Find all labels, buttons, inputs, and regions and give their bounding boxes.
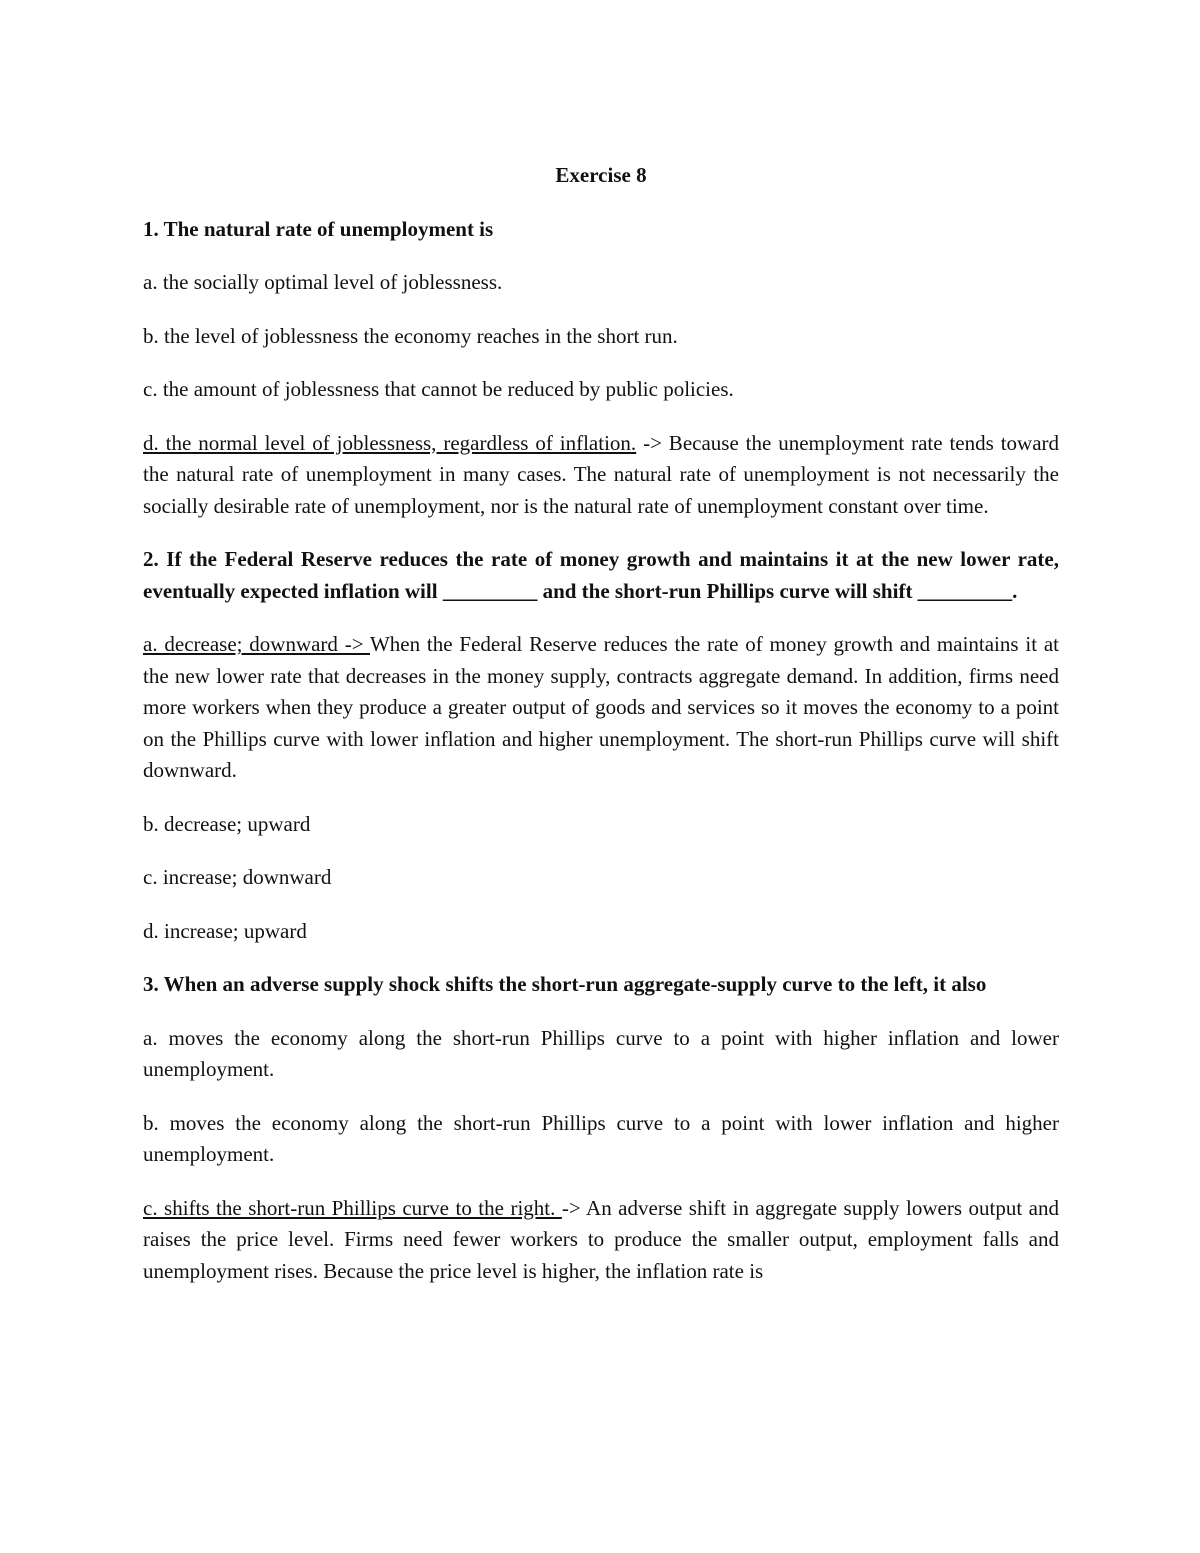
- question-3-option-b: b. moves the economy along the short-run Phillips curve to a point with lower inflation and higher unemployment.: [143, 1110, 1059, 1166]
- question-1-explanation: -> Because the unemployment rate tends toward the natural rate of unemployment in many cases. The natural rate of unemployment is not necessarily the socially desirable rate of unemployment, nor is the natural rate of unemployment constant over time.: [143, 430, 1060, 518]
- question-2-prompt: 2. If the Federal Reserve reduces the rate of money growth and maintains it at the new lower rate, eventually expected inflation will _________ and the short-run Phillips curve will shift _________.: [143, 547, 1059, 603]
- question-3-option-c: [143, 1193, 1059, 1288]
- question-3-explanation: -> An adverse shift in aggregate supply lowers output and raises the price level. Firms need fewer workers to produce the smaller output, employment falls and unemployment rises. Because the price level is higher, the inflation rate is: [143, 1195, 1059, 1283]
- question-3-correct-answer: c. shifts the short-run Phillips curve to the right.: [143, 1195, 562, 1220]
- document-page: [143, 160, 1059, 1309]
- page-title: Exercise 8: [555, 163, 647, 187]
- question-1-option-d: [143, 428, 1059, 523]
- question-1-correct-answer: d. the normal level of joblessness, regardless of inflation.: [143, 430, 637, 455]
- question-2-option-c: c. increase; downward: [143, 865, 332, 889]
- question-2-correct-answer: a. decrease; downward ->: [143, 632, 370, 656]
- question-3-option-a: a. moves the economy along the short-run Phillips curve to a point with higher inflation and lower unemployment.: [143, 1025, 1059, 1081]
- question-1-option-c: c. the amount of joblessness that cannot be reduced by public policies.: [143, 377, 734, 401]
- question-2-option-d: d. increase; upward: [143, 918, 307, 943]
- question-1-option-b: b. the level of joblessness the economy reaches in the short run.: [143, 323, 678, 348]
- question-2-option-a: [143, 629, 1059, 787]
- question-2-option-b: b. decrease; upward: [143, 811, 311, 836]
- question-3-prompt: 3. When an adverse supply shock shifts the short-run aggregate-supply curve to the left, it also: [143, 972, 987, 996]
- question-1-option-a: a. the socially optimal level of joblessness.: [143, 270, 503, 294]
- question-2-explanation: When the Federal Reserve reduces the rate of money growth and maintains it at the new lower rate that decreases in the money supply, contracts aggregate demand. In addition, firms need more workers when they produce a greater output of goods and services so it moves the economy to a point on the Phillips curve with lower inflation and higher unemployment. The short-run Phillips curve will shift downward.: [143, 632, 1059, 782]
- question-1-prompt: 1. The natural rate of unemployment is: [143, 216, 494, 241]
